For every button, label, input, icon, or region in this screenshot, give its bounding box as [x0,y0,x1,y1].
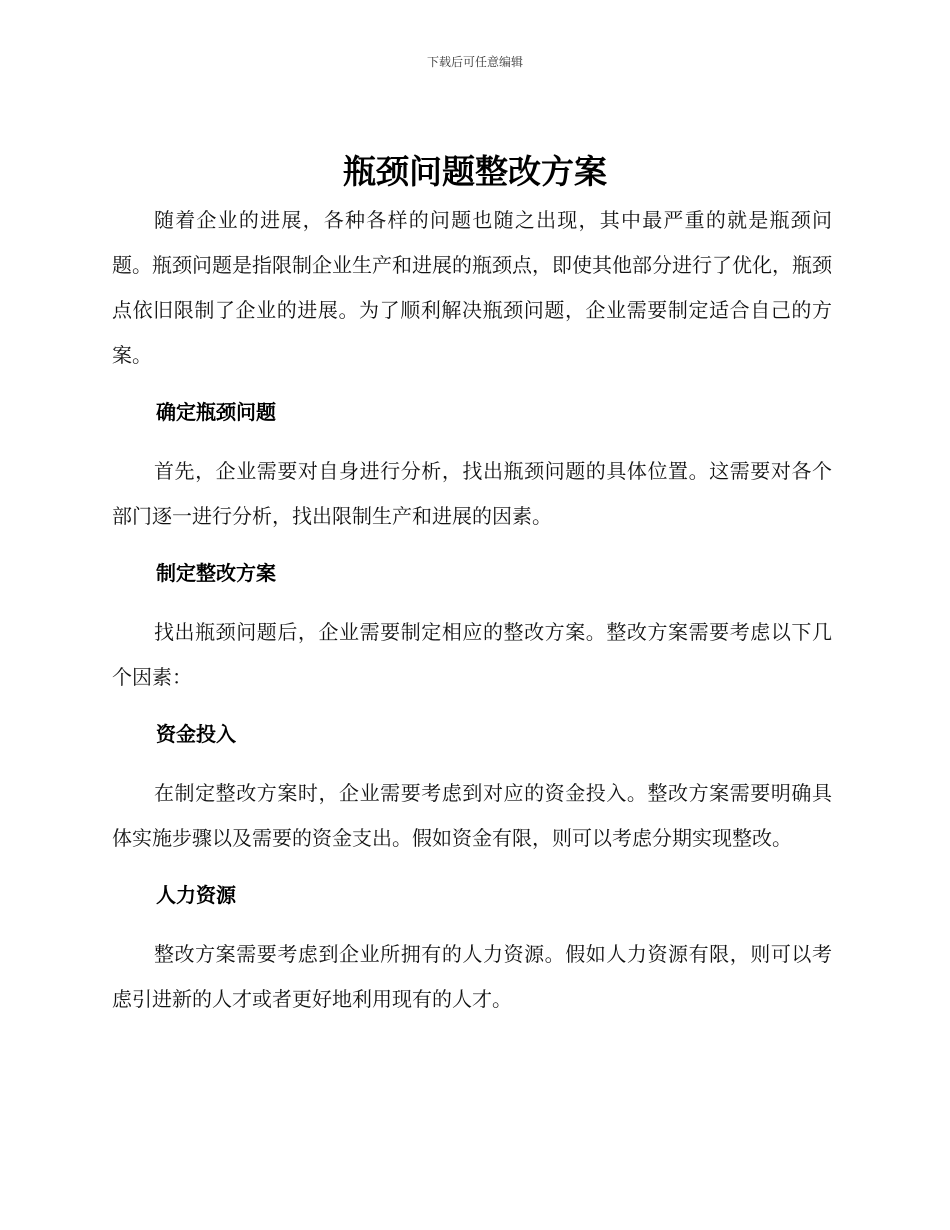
funding-heading: 资金投入 [156,722,236,746]
header-note: 下载后可任意编辑 [426,55,523,69]
hr-heading: 人力资源 [156,883,236,907]
intro-paragraph: 随着企业的进展，各种各样的问题也随之出现，其中最严重的就是瓶颈问题。瓶颈问题是指限制企业生产和进展的瓶颈点，即使其他部分进行了优化，瓶颈点依旧限制了企业的进展。为了顺利解决瓶颈问题，企业需要制定适合自己的方案。 [112,208,832,367]
identify-heading: 确定瓶颈问题 [156,400,276,424]
plan-paragraph: 找出瓶颈问题后，企业需要制定相应的整改方案。整改方案需要考虑以下几个因素： [112,620,832,689]
document-body [112,198,832,1022]
plan-heading: 制定整改方案 [156,561,276,585]
identify-paragraph: 首先，企业需要对自身进行分析，找出瓶颈问题的具体位置。这需要对各个部门逐一进行分析，找出限制生产和进展的因素。 [112,459,832,528]
funding-paragraph: 在制定整改方案时，企业需要考虑到对应的资金投入。整改方案需要明确具体实施步骤以及需要的资金支出。假如资金有限，则可以考虑分期实现整改。 [112,781,832,850]
hr-paragraph: 整改方案需要考虑到企业所拥有的人力资源。假如人力资源有限，则可以考虑引进新的人才或者更好地利用现有的人才。 [112,942,832,1011]
document-title: 瓶颈问题整改方案 [343,152,607,191]
